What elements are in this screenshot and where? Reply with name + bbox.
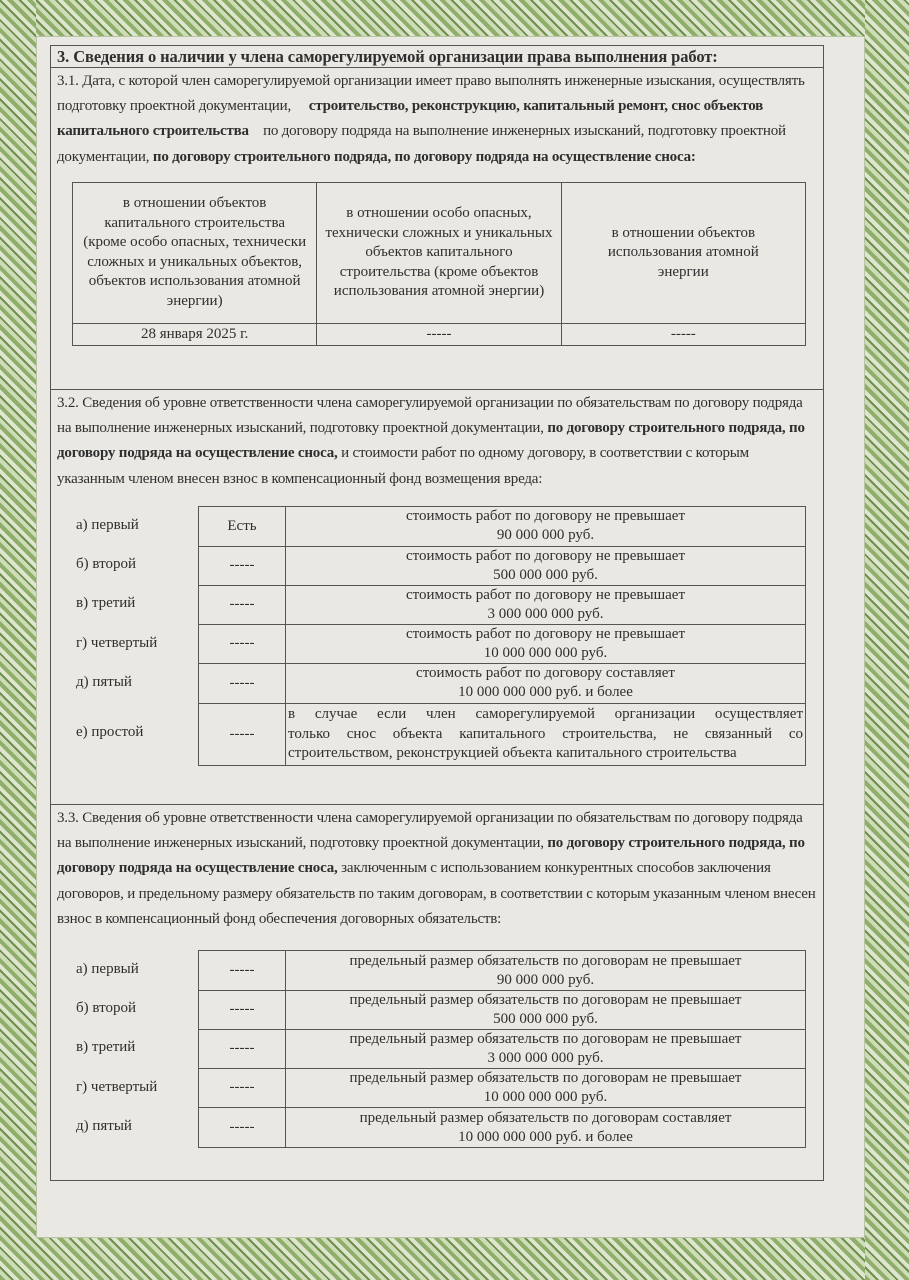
text-part: 3.3. Сведения об уровне ответственности члена саморегулируемой организации по обязательствам по договору подряда на выполнение инженерных изысканий, подготовку проектной документации, (57, 810, 803, 852)
level-label: в) третий (76, 1039, 136, 1056)
level-amount: 90 000 000 руб. (496, 971, 595, 988)
level-amount: 10 000 000 000 руб. (483, 1089, 608, 1106)
level-mark: ----- (199, 546, 286, 585)
simple-level-line: в случае если член саморегулируемой организации осуществляет (288, 706, 803, 723)
header-cell: в отношении объектов капитального строительства (кроме особо опасных, технически сложных и уникальных объектов, объектов использования атомной энергии) (73, 182, 317, 323)
guilloche-border-left (0, 0, 36, 1280)
text-part: 3.2. Сведения об уровне ответственности члена саморегулируемой организации по обязательствам по договору подряда на выполнение инженерных изысканий, подготовку проектной документации, (57, 395, 803, 437)
liability-levels-table (198, 506, 806, 766)
level-label: а) первый (76, 516, 139, 533)
level-amount: 10 000 000 000 руб. (483, 644, 608, 661)
level-mark: ----- (199, 951, 286, 991)
section-3-1 (51, 68, 823, 390)
permission-dates-table (72, 182, 806, 346)
level-label: в) третий (76, 594, 136, 611)
level-desc (286, 1069, 806, 1108)
level-condition: предельный размер обязательств по договорам не превышает (349, 952, 742, 969)
liability-levels (57, 506, 817, 766)
level-mark: ----- (199, 991, 286, 1030)
level-label: б) второй (76, 1000, 136, 1017)
section-3-1-text (57, 69, 817, 170)
level-mark: ----- (199, 624, 286, 663)
level-amount: 90 000 000 руб. (496, 527, 595, 544)
level-desc (286, 624, 806, 663)
level-desc (286, 506, 806, 546)
level-label: г) четвертый (76, 634, 158, 651)
level-desc (286, 703, 806, 765)
level-condition: предельный размер обязательств по договорам не превышает (349, 1031, 742, 1048)
guilloche-border-top (0, 0, 909, 36)
simple-level-line: строительством, реконструкцией объекта капитального строительства (288, 745, 737, 762)
level-label: а) первый (76, 961, 139, 978)
level-desc (286, 991, 806, 1030)
level-mark: ----- (199, 703, 286, 765)
guilloche-border-right (865, 0, 909, 1280)
header-cell: в отношении особо опасных, технически сложных и уникальных объектов капитального строительства (кроме объектов использования атомной энергии) (317, 182, 561, 323)
level-condition: стоимость работ по договору не превышает (405, 586, 686, 603)
simple-level-line: только снос объекта капитального строительства, не связанный со (288, 725, 803, 742)
level-mark: ----- (199, 585, 286, 624)
text-part: и стоимости работ по одному договору, в соответствии с которым указанным членом внесен взнос в компенсационный фонд возмещения вреда: (57, 445, 749, 487)
value-cell: ----- (561, 323, 805, 345)
level-mark: ----- (199, 1069, 286, 1108)
level-desc (286, 951, 806, 991)
level-condition: предельный размер обязательств по договорам составляет (359, 1109, 732, 1126)
level-condition: предельный размер обязательств по договорам не превышает (349, 1070, 742, 1087)
text-bold: по договору строительного подряда, по договору подряда на осуществление сноса, (57, 420, 805, 462)
level-condition: стоимость работ по договору составляет (416, 665, 675, 682)
level-amount: 500 000 000 руб. (493, 1011, 598, 1028)
level-desc (286, 546, 806, 585)
level-amount: 10 000 000 000 руб. и более (458, 1128, 633, 1145)
level-condition: стоимость работ по договору не превышает (405, 625, 686, 642)
level-label: е) простой (76, 723, 144, 740)
level-desc (286, 1108, 806, 1148)
level-label: б) второй (76, 555, 136, 572)
level-desc (286, 1030, 806, 1069)
guilloche-border-bottom (0, 1238, 909, 1280)
section-3-2-text (57, 391, 817, 492)
level-mark: ----- (199, 1030, 286, 1069)
obligation-levels (57, 950, 817, 1148)
level-condition: стоимость работ по договору не превышает (405, 508, 686, 525)
level-mark: ----- (199, 1108, 286, 1148)
level-condition: предельный размер обязательств по договорам не превышает (349, 992, 742, 1009)
level-desc (286, 663, 806, 703)
date-cell: 28 января 2025 г. (73, 323, 317, 345)
text-bold: по договору строительного подряда, по договору подряда на осуществление сноса: (152, 148, 696, 165)
section-title: 3. Сведения о наличии у члена саморегулируемой организации права выполнения работ: (51, 46, 823, 68)
level-label: д) пятый (76, 1118, 132, 1135)
certificate-section-3 (50, 45, 824, 1181)
section-3-3-text (57, 806, 817, 932)
level-label: г) четвертый (76, 1079, 158, 1096)
text-part: по договору подряда на выполнение инженерных изысканий, подготовку проектной документации, (57, 123, 786, 165)
text-part: заключенным с использованием конкурентных способов заключения договоров, и предельному размеру обязательств по таким договорам, в соответствии с которым указанным членом внесен взнос в компенсационный фонд обеспечения договорных обязательств: (57, 860, 816, 927)
level-desc (286, 585, 806, 624)
text-bold: строительство, реконструкцию, капитальный ремонт, снос объектов капитального строительства (57, 98, 764, 140)
text-part: 3.1. Дата, с которой член саморегулируемой организации имеет право выполнять инженерные изыскания, осуществлять подготовку проектной документации, (57, 73, 805, 115)
obligation-levels-table (198, 950, 806, 1148)
level-label: д) пятый (76, 673, 132, 690)
level-condition: стоимость работ по договору не превышает (405, 547, 686, 564)
section-3-3 (51, 805, 823, 1180)
value-cell: ----- (317, 323, 561, 345)
header-cell: в отношении объектов использования атомной энергии (561, 182, 805, 323)
level-amount: 3 000 000 000 руб. (487, 1050, 604, 1067)
text-bold: по договору строительного подряда, по договору подряда на осуществление сноса, (57, 835, 805, 877)
level-mark: Есть (199, 506, 286, 546)
level-amount: 500 000 000 руб. (493, 566, 598, 583)
section-3-2 (51, 390, 823, 805)
level-amount: 3 000 000 000 руб. (487, 605, 604, 622)
level-amount: 10 000 000 000 руб. и более (458, 684, 633, 701)
level-mark: ----- (199, 663, 286, 703)
